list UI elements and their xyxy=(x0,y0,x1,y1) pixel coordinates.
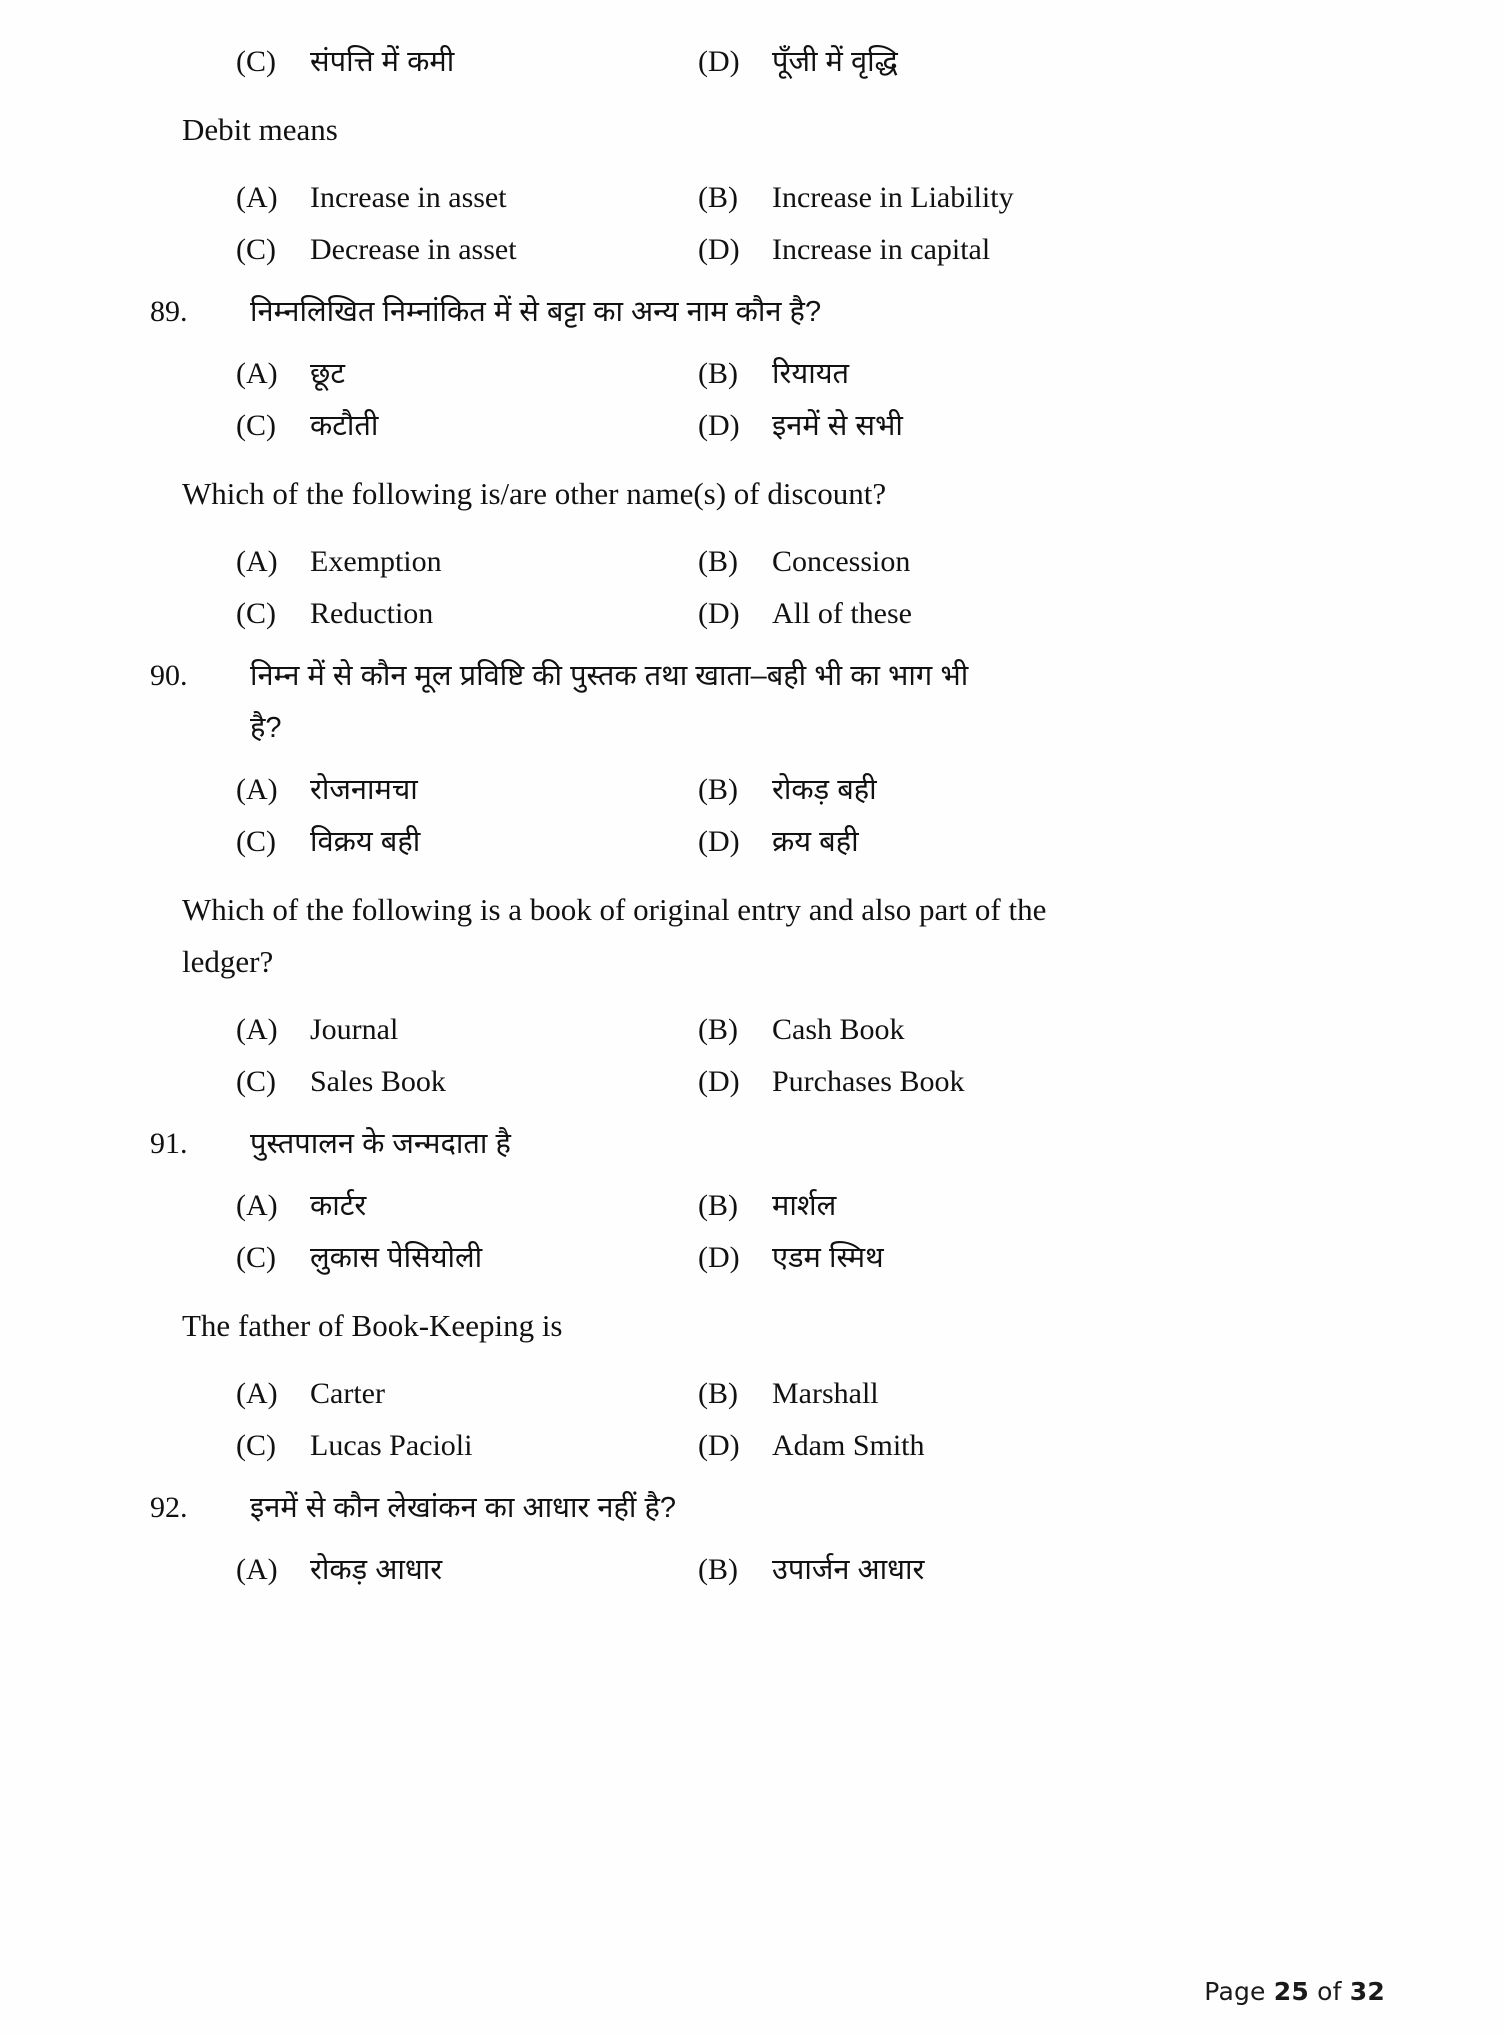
question-text xyxy=(250,1118,1350,1170)
option-row xyxy=(150,1056,1350,1108)
option-c[interactable] xyxy=(236,400,698,452)
option-row xyxy=(150,400,1350,452)
option-label: (D) xyxy=(698,45,740,78)
option-label: (D) xyxy=(698,233,740,266)
question-stem xyxy=(150,104,1350,156)
question-line: पुस्तपालन के जन्मदाता है xyxy=(250,1128,511,1160)
option-text: Increase in asset xyxy=(310,181,507,214)
spacer xyxy=(150,1284,1350,1294)
option-text: रोकड़ बही xyxy=(772,774,877,806)
question-stem xyxy=(150,468,1350,520)
option-c[interactable] xyxy=(236,1056,698,1108)
option-row xyxy=(150,36,1350,88)
option-row xyxy=(150,816,1350,868)
option-a[interactable] xyxy=(236,1544,698,1596)
option-b[interactable] xyxy=(698,764,1350,816)
option-label: (A) xyxy=(236,1013,278,1046)
option-a[interactable] xyxy=(236,348,698,400)
spacer xyxy=(150,1108,1350,1118)
option-label: (C) xyxy=(236,409,276,442)
option-text: Marshall xyxy=(772,1377,879,1410)
question-line: है? xyxy=(250,712,282,744)
option-row xyxy=(150,536,1350,588)
option-d[interactable] xyxy=(698,400,1350,452)
option-label: (B) xyxy=(698,181,738,214)
option-text: मार्शल xyxy=(772,1190,837,1222)
option-c[interactable] xyxy=(236,588,698,640)
stem-line: Which of the following is a book of original entry and also part of the xyxy=(182,892,1047,927)
option-c[interactable] xyxy=(236,224,698,276)
spacer xyxy=(150,276,1350,286)
option-text: छूट xyxy=(310,358,345,390)
option-a[interactable] xyxy=(236,172,698,224)
option-text: Concession xyxy=(772,545,911,578)
option-a[interactable] xyxy=(236,764,698,816)
option-label: (B) xyxy=(698,545,738,578)
option-a[interactable] xyxy=(236,1004,698,1056)
option-text: Journal xyxy=(310,1013,399,1046)
question-text xyxy=(250,286,1350,338)
option-row xyxy=(150,348,1350,400)
option-d[interactable] xyxy=(698,1056,1350,1108)
option-b[interactable] xyxy=(698,1544,1350,1596)
option-text: Sales Book xyxy=(310,1065,446,1098)
option-text: उपार्जन आधार xyxy=(772,1554,925,1586)
question-line: निम्नलिखित निम्नांकित में से बट्टा का अन्य नाम कौन है? xyxy=(250,296,822,328)
option-d[interactable] xyxy=(698,224,1350,276)
page-footer xyxy=(1204,1977,1385,2006)
option-a[interactable] xyxy=(236,536,698,588)
option-c[interactable] xyxy=(236,1420,698,1472)
option-text: लुकास पेसियोली xyxy=(310,1242,483,1274)
stem-line: The father of Book-Keeping is xyxy=(182,1308,563,1343)
option-label: (C) xyxy=(236,1241,276,1274)
option-label: (C) xyxy=(236,825,276,858)
option-text: पूँजी में वृद्धि xyxy=(772,46,898,78)
option-text: Increase in Liability xyxy=(772,181,1014,214)
option-row xyxy=(150,1544,1350,1596)
option-c[interactable] xyxy=(236,36,698,88)
question-number: 90. xyxy=(150,659,188,692)
option-b[interactable] xyxy=(698,1004,1350,1056)
option-text: रोजनामचा xyxy=(310,774,418,806)
option-c[interactable] xyxy=(236,816,698,868)
option-text: Lucas Pacioli xyxy=(310,1429,473,1462)
spacer xyxy=(150,1170,1350,1180)
option-b[interactable] xyxy=(698,1180,1350,1232)
question-number: 91. xyxy=(150,1127,188,1160)
option-label: (B) xyxy=(698,1553,738,1586)
question-heading xyxy=(150,286,1350,338)
option-label: (A) xyxy=(236,1189,278,1222)
option-text: कटौती xyxy=(310,410,379,442)
option-label: (D) xyxy=(698,825,740,858)
question-heading xyxy=(150,1118,1350,1170)
question-heading xyxy=(150,1482,1350,1534)
question-line: निम्न में से कौन मूल प्रविष्टि की पुस्तक तथा खाता–बही भी का भाग भी xyxy=(250,660,969,692)
option-b[interactable] xyxy=(698,348,1350,400)
spacer xyxy=(150,754,1350,764)
question-stem xyxy=(150,884,1350,988)
option-label: (A) xyxy=(236,181,278,214)
option-row xyxy=(150,1420,1350,1472)
spacer xyxy=(150,1358,1350,1368)
option-label: (A) xyxy=(236,1553,278,1586)
question-text xyxy=(250,650,1350,754)
option-label: (B) xyxy=(698,1377,738,1410)
option-text: Carter xyxy=(310,1377,385,1410)
spacer xyxy=(150,1534,1350,1544)
option-d[interactable] xyxy=(698,1232,1350,1284)
spacer xyxy=(150,88,1350,98)
option-d[interactable] xyxy=(698,1420,1350,1472)
option-label: (A) xyxy=(236,773,278,806)
option-text: रोकड़ आधार xyxy=(310,1554,443,1586)
spacer xyxy=(150,338,1350,348)
footer-of-label: of xyxy=(1317,1977,1342,2006)
option-label: (D) xyxy=(698,1241,740,1274)
option-text: विक्रय बही xyxy=(310,826,421,858)
spacer xyxy=(150,994,1350,1004)
option-row xyxy=(150,1368,1350,1420)
option-label: (C) xyxy=(236,1065,276,1098)
option-b[interactable] xyxy=(698,172,1350,224)
option-row xyxy=(150,588,1350,640)
option-label: (A) xyxy=(236,545,278,578)
question-heading xyxy=(150,650,1350,754)
option-label: (B) xyxy=(698,1189,738,1222)
stem-line: ledger? xyxy=(182,944,274,979)
spacer xyxy=(150,1596,1350,1606)
spacer xyxy=(150,640,1350,650)
option-text: Purchases Book xyxy=(772,1065,965,1098)
option-row xyxy=(150,1004,1350,1056)
option-text: Reduction xyxy=(310,597,434,630)
option-label: (C) xyxy=(236,45,276,78)
option-label: (A) xyxy=(236,1377,278,1410)
spacer xyxy=(150,868,1350,878)
footer-total-pages: 32 xyxy=(1349,1977,1385,2006)
option-text: Exemption xyxy=(310,545,442,578)
question-stem xyxy=(150,1300,1350,1352)
option-row xyxy=(150,172,1350,224)
option-text: कार्टर xyxy=(310,1190,367,1222)
question-line: इनमें से कौन लेखांकन का आधार नहीं है? xyxy=(250,1492,676,1524)
option-label: (D) xyxy=(698,1065,740,1098)
spacer xyxy=(150,526,1350,536)
option-label: (C) xyxy=(236,1429,276,1462)
option-text: Cash Book xyxy=(772,1013,905,1046)
option-row xyxy=(150,1232,1350,1284)
spacer xyxy=(150,162,1350,172)
option-label: (D) xyxy=(698,1429,740,1462)
option-a[interactable] xyxy=(236,1368,698,1420)
option-d[interactable] xyxy=(698,816,1350,868)
stem-line: Which of the following is/are other name(s) of discount? xyxy=(182,476,887,511)
option-label: (C) xyxy=(236,233,276,266)
option-b[interactable] xyxy=(698,536,1350,588)
footer-current-page: 25 xyxy=(1273,1977,1309,2006)
option-text: All of these xyxy=(772,597,912,630)
question-number: 92. xyxy=(150,1491,188,1524)
option-label: (B) xyxy=(698,773,738,806)
option-c[interactable] xyxy=(236,1232,698,1284)
option-row xyxy=(150,764,1350,816)
option-text: Adam Smith xyxy=(772,1429,925,1462)
option-text: क्रय बही xyxy=(772,826,859,858)
question-number: 89. xyxy=(150,295,188,328)
option-label: (A) xyxy=(236,357,278,390)
option-label: (D) xyxy=(698,409,740,442)
option-label: (B) xyxy=(698,357,738,390)
option-row xyxy=(150,1180,1350,1232)
option-text: संपत्ति में कमी xyxy=(310,46,455,78)
option-b[interactable] xyxy=(698,1368,1350,1420)
option-label: (C) xyxy=(236,597,276,630)
question-text xyxy=(250,1482,1350,1534)
option-text: रियायत xyxy=(772,358,850,390)
option-d[interactable] xyxy=(698,588,1350,640)
option-label: (B) xyxy=(698,1013,738,1046)
option-label: (D) xyxy=(698,597,740,630)
spacer xyxy=(150,1472,1350,1482)
stem-line: Debit means xyxy=(182,112,338,147)
option-a[interactable] xyxy=(236,1180,698,1232)
spacer xyxy=(150,452,1350,462)
option-text: इनमें से सभी xyxy=(772,410,903,442)
option-text: एडम स्मिथ xyxy=(772,1242,884,1274)
footer-page-label: Page xyxy=(1204,1977,1266,2006)
option-row xyxy=(150,224,1350,276)
option-text: Decrease in asset xyxy=(310,233,517,266)
option-text: Increase in capital xyxy=(772,233,991,266)
option-d[interactable] xyxy=(698,36,1350,88)
